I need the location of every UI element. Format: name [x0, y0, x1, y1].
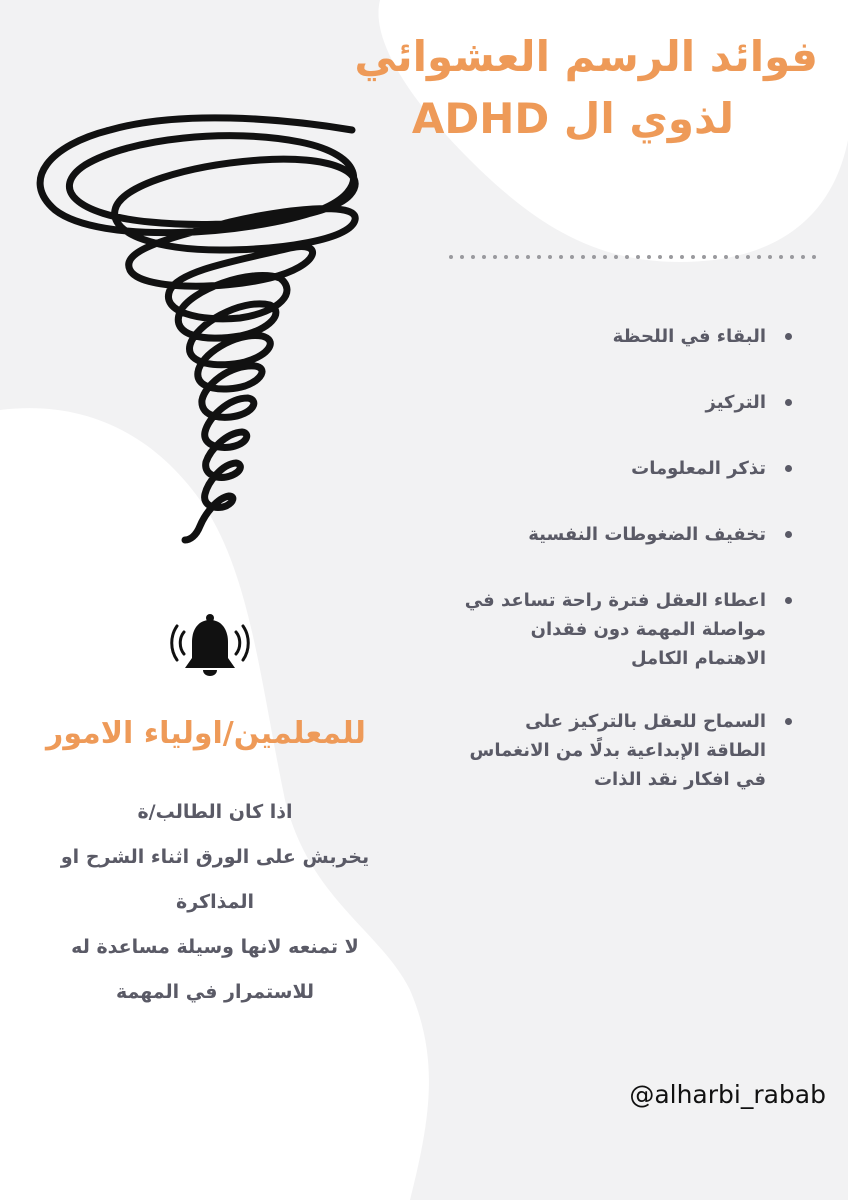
ringing-bell-icon	[170, 608, 250, 688]
bullet-icon	[785, 333, 792, 340]
bullet-icon	[785, 531, 792, 538]
list-item	[462, 707, 792, 794]
benefit-text: تخفيف الضغوطات النفسية	[528, 524, 766, 545]
benefit-text: تذكر المعلومات	[631, 458, 766, 479]
teachers-note-line: اذا كان الطالب/ة	[137, 801, 293, 823]
benefit-text: اعطاء العقل فترة راحة تساعد في مواصلة المهمة دون فقدان الاهتمام الكامل	[464, 590, 766, 669]
benefit-text: السماح للعقل بالتركيز على الطاقة الإبداعية بدلًا من الانغماس في افكار نقد الذات	[469, 711, 766, 790]
bullet-icon	[785, 718, 792, 725]
title-line-2: لذوي ال ADHD	[411, 94, 734, 143]
list-item	[462, 454, 792, 483]
dotted-divider	[448, 252, 820, 262]
teachers-note-line: للاستمرار في المهمة	[115, 981, 315, 1003]
teachers-note-line: المذاكرة	[176, 891, 254, 913]
benefit-text: البقاء في اللحظة	[612, 326, 766, 347]
bullet-icon	[785, 597, 792, 604]
benefits-list	[462, 322, 792, 831]
teachers-note	[30, 790, 400, 1015]
author-handle: @alharbi_rabab	[629, 1080, 826, 1109]
title-line-1: فوائد الرسم العشوائي	[354, 32, 818, 81]
list-item	[462, 388, 792, 417]
bullet-icon	[785, 399, 792, 406]
list-item	[462, 586, 792, 673]
teachers-note-line: لا تمنعه لانها وسيلة مساعدة له	[71, 936, 359, 958]
teachers-note-line: يخربش على الورق اثناء الشرح او	[60, 846, 370, 868]
scribble-spiral-icon	[30, 100, 380, 550]
benefit-text: التركيز	[705, 392, 766, 413]
teachers-heading: للمعلمين/اولياء الامور	[46, 716, 366, 751]
list-item	[462, 520, 792, 549]
list-item	[462, 322, 792, 351]
bullet-icon	[785, 465, 792, 472]
